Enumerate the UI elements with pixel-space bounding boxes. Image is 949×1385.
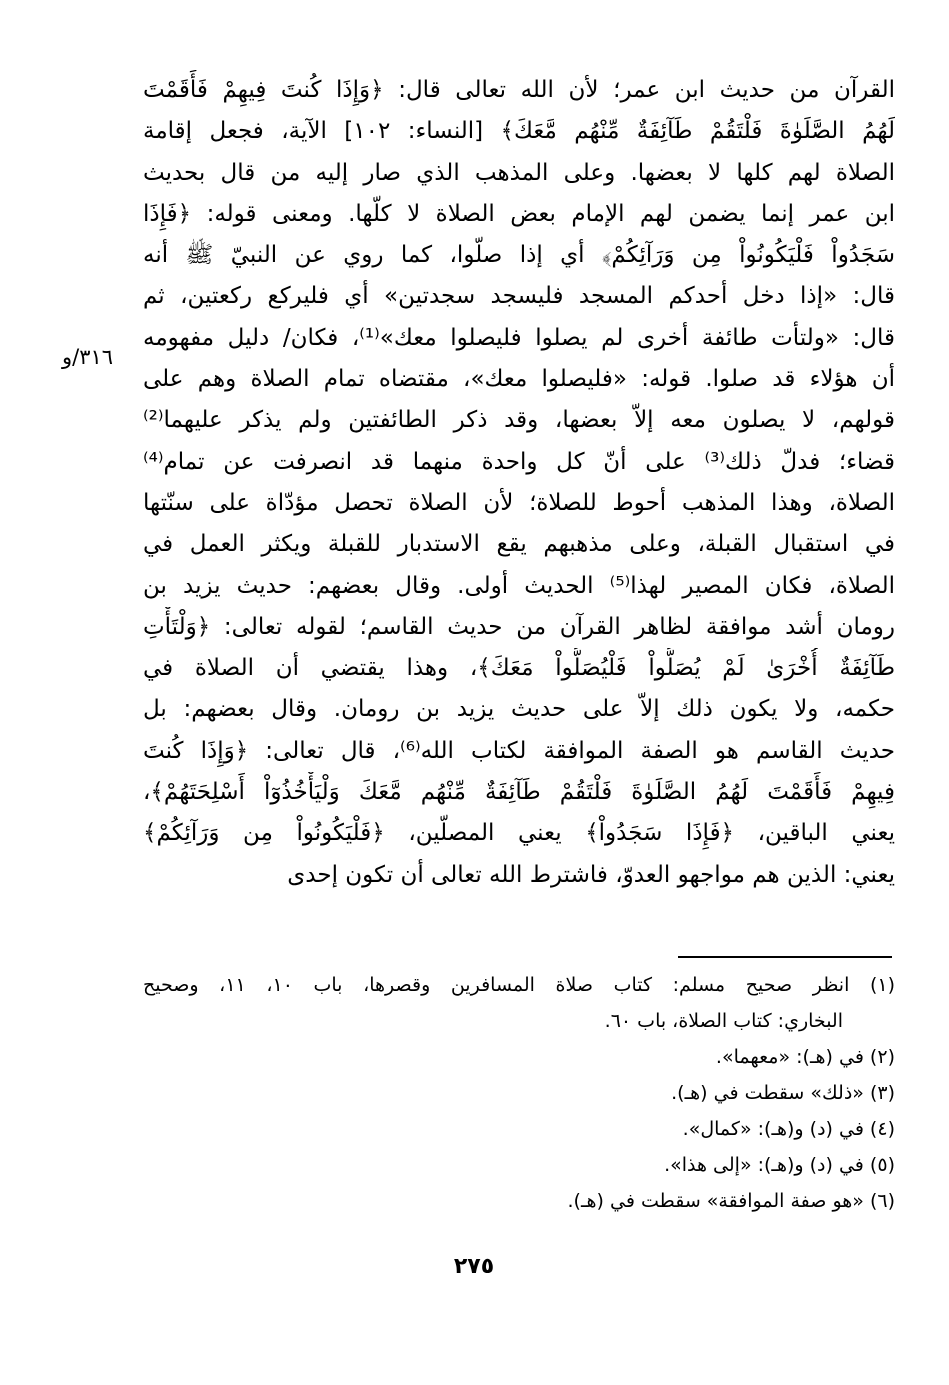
footnote-separator: [678, 956, 892, 958]
text-line: الصلاة، فكان المصير لهذا⁽⁵⁾ الحديث أولى. وقال بعضهم: حديث يزيد بن: [143, 572, 895, 599]
footnote-line: (٢) في (هـ): «معهما».: [715, 1046, 895, 1068]
text-line: قال: «ولتأت طائفة أخرى لم يصلوا فليصلوا معك»⁽¹⁾، فكان/ دليل مفهومه: [143, 324, 895, 351]
footnote-line: (٦) «هو صفة الموافقة» سقطت في (هـ).: [567, 1190, 895, 1212]
text-line: في استقبال القبلة، وعلى مذهبهم يقع الاستدبار للقبلة ويكثر العمل في: [143, 531, 895, 558]
footnote-line: (٤) في (د) و(هـ): «كمال».: [682, 1118, 895, 1140]
text-line: أن هؤلاء قد صلوا. قوله: «فليصلوا معك»، مقتضاه تمام الصلاة وهم على: [143, 366, 895, 393]
text-line: القرآن من حديث ابن عمر؛ لأن الله تعالى قال: ﴿وَإِذَا كُنتَ فِيهِمْ فَأَقَمْتَ: [143, 77, 895, 103]
text-line: فِيهِمْ فَأَقَمْتَ لَهُمُ الصَّلَوٰةَ فَلْتَقُمْ طَآئِفَةٌ مِّنْهُم مَّعَكَ وَلْيَأْخُذُوٓاْ أَسْلِحَتَهُمْ﴾،: [143, 779, 895, 806]
footnote-line: (٥) في (د) و(هـ): «إلى هذا».: [664, 1154, 895, 1176]
text-line: لَهُمُ الصَّلَوٰةَ فَلْتَقُمْ طَآئِفَةٌ مِّنْهُم مَّعَكَ﴾ [النساء: ١٠٢] الآية، فجعل إقامة: [143, 118, 895, 145]
text-line: حكمه، ولا يكون ذلك إلاّ على حديث يزيد بن رومان. وقال بعضهم: بل: [143, 696, 895, 723]
text-line: ابن عمر إنما يضمن لهم الإمام بعض الصلاة لا كلّها. ومعنى قوله: ﴿فَإِذَا: [143, 200, 895, 227]
main-text-block: [143, 70, 895, 896]
footnotes-block: [143, 967, 895, 1219]
text-line: حديث القاسم هو الصفة الموافقة لكتاب الله⁽⁶⁾، قال تعالى: ﴿وَإِذَا كُنتَ: [143, 737, 895, 764]
manuscript-folio-marker: ٣١٦/و: [62, 345, 114, 369]
text-line: قال: «إذا دخل أحدكم المسجد فليسجد سجدتين» أي فليركع ركعتين، ثم: [143, 283, 895, 310]
text-line: الصلاة لهم كلها لا بعضها. وعلى المذهب الذي صار إليه من قال بحديث: [143, 159, 895, 186]
footnote-line: (١) انظر صحيح مسلم: كتاب صلاة المسافرين وقصرها، باب ١٠، ١١، وصحيح: [143, 974, 895, 996]
text-line: يعني: الذين هم مواجهو العدوّ، فاشترط الله تعالى أن تكون إحدى: [287, 861, 895, 888]
footnote-line: (٣) «ذلك» سقطت في (هـ).: [671, 1082, 895, 1104]
text-line: قولهم، لا يصلون معه إلاّ بعضها، وقد ذكر الطائفتين ولم يذكر عليهما⁽²⁾: [143, 407, 895, 434]
text-line: الصلاة، وهذا المذهب أحوط للصلاة؛ لأن الصلاة تحصل مؤدّاة على سنّتها: [143, 489, 895, 516]
text-line: سَجَدُواْ فَلْيَكُونُواْ مِن وَرَآئِكُمْ﴾ أي إذا صلّوا، كما روي عن النبيّ ﷺ أنه: [143, 242, 895, 269]
text-line: طَآئِفَةٌ أُخْرَىٰ لَمْ يُصَلُّواْ فَلْيُصَلُّواْ مَعَكَ﴾، وهذا يقتضي أن الصلاة في: [143, 655, 895, 682]
text-line: يعني الباقين، ﴿فَإِذَا سَجَدُواْ﴾ يعني المصلّين، ﴿فَلْيَكُونُواْ مِن وَرَآئِكُمْ﴾: [143, 820, 895, 847]
page-number: ٢٧٥: [453, 1254, 495, 1279]
text-line: قضاء؛ فدلّ ذلك⁽³⁾ على أنّ كل واحدة منهما قد انصرفت عن تمام⁽⁴⁾: [143, 448, 895, 475]
text-line: رومان أشد موافقة لظاهر القرآن من حديث القاسم؛ لقوله تعالى: ﴿وَلْتَأْتِ: [143, 613, 895, 640]
footnote-line: البخاري: كتاب الصلاة، باب ٦٠.: [604, 1010, 843, 1032]
